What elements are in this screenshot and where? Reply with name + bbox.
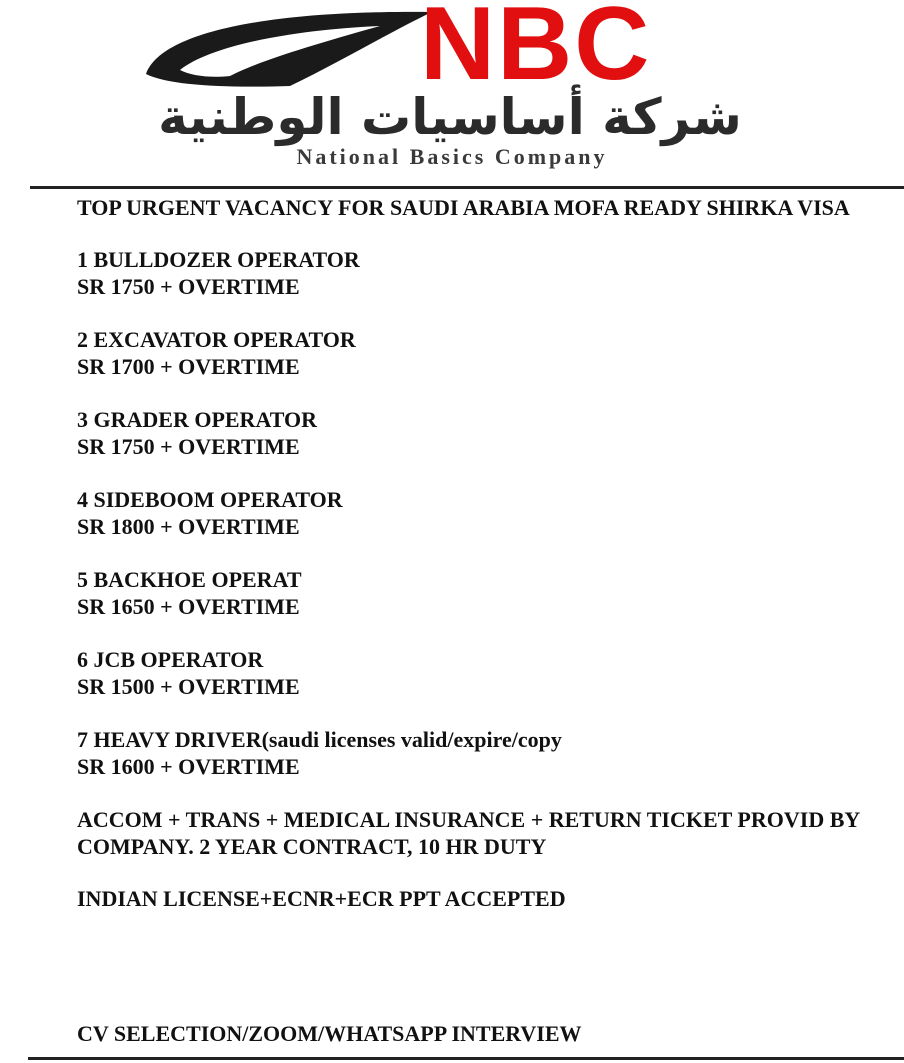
logo-letters: NBC	[420, 0, 652, 102]
job-title: 2 EXCAVATOR OPERATOR	[77, 327, 356, 352]
job-item	[77, 566, 887, 620]
benefits-text: ACCOM + TRANS + MEDICAL INSURANCE + RETURN TICKET PROVID BY COMPANY. 2 YEAR CONTRACT, 10 HR DUTY	[77, 807, 860, 859]
vacancy-notice	[77, 194, 887, 934]
job-item	[77, 326, 887, 380]
company-name-english: National Basics Company	[296, 144, 608, 169]
job-item	[77, 486, 887, 540]
job-salary: SR 1600 + OVERTIME	[77, 754, 300, 779]
job-title: 3 GRADER OPERATOR	[77, 407, 317, 432]
company-name-arabic: شركة أساسيات الوطنية	[158, 88, 742, 146]
swoosh-logo-icon	[140, 4, 440, 90]
job-item	[77, 246, 887, 300]
job-list	[77, 246, 887, 780]
job-salary: SR 1700 + OVERTIME	[77, 354, 300, 379]
header-divider	[30, 186, 904, 189]
job-title: 5 BACKHOE OPERAT	[77, 567, 302, 592]
headline: TOP URGENT VACANCY FOR SAUDI ARABIA MOFA READY SHIRKA VISA	[77, 195, 850, 220]
interview-note: CV SELECTION/ZOOM/WHATSAPP INTERVIEW	[77, 1021, 582, 1046]
job-salary: SR 1750 + OVERTIME	[77, 274, 300, 299]
job-title: 7 HEAVY DRIVER(saudi licenses valid/expire/copy	[77, 727, 562, 752]
job-title: 1 BULLDOZER OPERATOR	[77, 247, 360, 272]
job-title: 6 JCB OPERATOR	[77, 647, 264, 672]
footer-divider	[28, 1057, 904, 1060]
job-item	[77, 646, 887, 700]
job-salary: SR 1650 + OVERTIME	[77, 594, 300, 619]
job-salary: SR 1750 + OVERTIME	[77, 434, 300, 459]
job-title: 4 SIDEBOOM OPERATOR	[77, 487, 343, 512]
job-salary: SR 1800 + OVERTIME	[77, 514, 300, 539]
job-item	[77, 406, 887, 460]
job-salary: SR 1500 + OVERTIME	[77, 674, 300, 699]
job-item	[77, 726, 887, 780]
company-header	[0, 0, 904, 190]
license-note: INDIAN LICENSE+ECNR+ECR PPT ACCEPTED	[77, 886, 566, 911]
